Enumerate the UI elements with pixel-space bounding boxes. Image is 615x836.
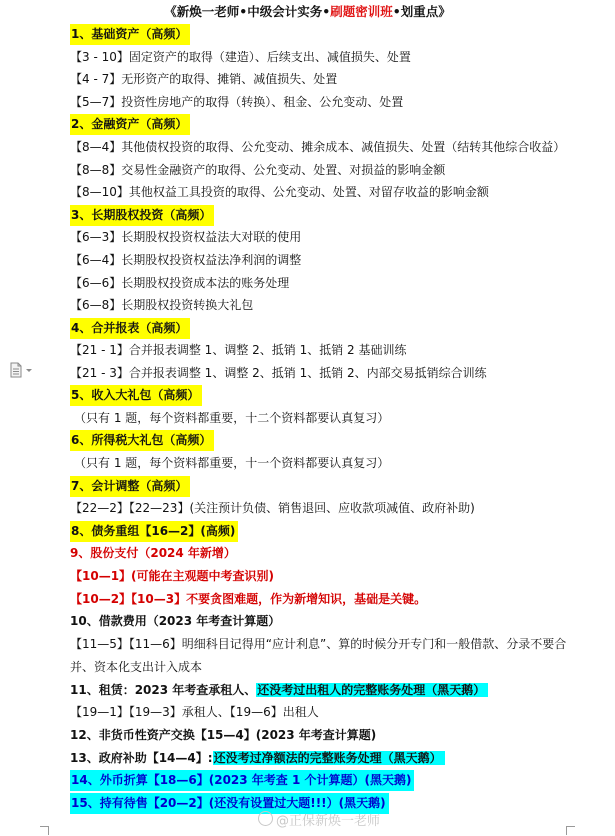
- title-highlight: 刷题密训班: [330, 4, 393, 19]
- list-item: 【21 - 1】合并报表调整 1、调整 2、抵销 1、抵销 2 基础训练: [70, 343, 407, 357]
- list-item: （只有 1 题，每个资料都重要，十一个资料都要认真复习）: [74, 456, 390, 470]
- list-item: 【6—3】长期股权投资权益法大对联的使用: [70, 230, 302, 244]
- section-heading-4: 4、合并报表（高频）: [70, 318, 190, 339]
- list-item: 【6—6】长期股权投资成本法的账务处理: [70, 276, 290, 290]
- watermark: [258, 810, 380, 829]
- list-item: 【3 - 10】固定资产的取得（建造）、后续支出、减值损失、处置: [70, 50, 411, 64]
- list-item: 【8—8】交易性金融资产的取得、公允变动、处置、对损益的影响金额: [70, 163, 446, 177]
- black-swan-note: 还没考过出租人的完整账务处理（黑天鹅）: [256, 683, 488, 697]
- document-title: [0, 2, 615, 20]
- section-heading-5: 5、收入大礼包（高频）: [70, 385, 202, 406]
- list-item: 【22—2】【22—23】(关注预计负债、销售退回、应收款项减值、政府补助): [70, 501, 475, 515]
- title-part3: •划重点》: [392, 4, 451, 19]
- section-heading-3: 3、长期股权投资（高频）: [70, 205, 214, 226]
- list-item: 【21 - 3】合并报表调整 1、调整 2、抵销 1、抵销 2、内部交易抵销综合训练: [70, 366, 487, 380]
- list-item: 【4 - 7】无形资产的取得、摊销、减值损失、处置: [70, 72, 338, 86]
- document-icon[interactable]: [10, 362, 36, 378]
- section-heading-8: 8、债务重组【16—2】(高频): [70, 521, 238, 542]
- black-swan-note: 还没考过净额法的完整账务处理（黑天鹅）: [213, 751, 445, 765]
- section-heading-13: [70, 748, 445, 769]
- section-heading-11: [70, 680, 488, 701]
- list-item: 【8—4】其他债权投资的取得、公允变动、摊余成本、减值损失、处置（结转其他综合收益）: [70, 140, 566, 154]
- section-heading-2: 2、金融资产（高频）: [70, 114, 190, 135]
- section-heading-10: 10、借款费用（2023 年考查计算题）: [70, 614, 281, 628]
- title-part1: 《新焕一老师•中级会计实务•: [164, 4, 331, 19]
- list-item: （只有 1 题，每个资料都重要，十二个资料都要认真复习）: [74, 411, 390, 425]
- list-item: 【11—5】【11—6】明细科目记得用“应计利息”、算的时候分开专门和一般借款、分录不要合: [70, 637, 567, 651]
- section-heading-1: 1、基础资产（高频）: [70, 24, 190, 45]
- section-heading-9: 9、股份支付（2024 年新增）: [70, 546, 236, 560]
- section-heading-7: 7、会计调整（高频）: [70, 476, 190, 497]
- weibo-at-icon: [258, 811, 273, 826]
- list-item: 【10—2】【10—3】不要贪图难题，作为新增知识，基础是关键。: [70, 592, 427, 606]
- section-heading-14: 14、外币折算【18—6】(2023 年考查 1 个计算题）(黑天鹅): [70, 770, 414, 791]
- list-item: 【8—10】其他权益工具投资的取得、公允变动、处置、对留存收益的影响金额: [70, 185, 489, 199]
- list-item: 【6—8】长期股权投资转换大礼包: [70, 298, 254, 312]
- list-item-continued: 并、资本化支出计入成本: [70, 660, 203, 674]
- list-item: 【19—1】【19—3】承租人、【19—6】出租人: [70, 705, 319, 719]
- list-item: 【5—7】投资性房地产的取得（转换）、租金、公允变动、处置: [70, 95, 404, 109]
- page-corner-mark-right: [566, 826, 575, 835]
- list-item: 【6—4】长期股权投资权益法净利润的调整: [70, 253, 302, 267]
- section-heading-6: 6、所得税大礼包（高频）: [70, 430, 214, 451]
- section-heading-12: 12、非货币性资产交换【15—4】(2023 年考查计算题): [70, 728, 377, 742]
- section-heading-13-text: 13、政府补助【14—4】:: [70, 751, 213, 765]
- watermark-text: @正保新焕一老师: [276, 814, 381, 829]
- section-heading-11-text: 11、租赁：2023 年考查承租人、: [70, 683, 257, 697]
- page-corner-mark-left: [40, 826, 49, 835]
- list-item: 【10—1】(可能在主观题中考查识别): [70, 569, 275, 583]
- section-heading-15: 15、持有待售【20—2】(还没有设置过大题!!!）(黑天鹅): [70, 793, 389, 814]
